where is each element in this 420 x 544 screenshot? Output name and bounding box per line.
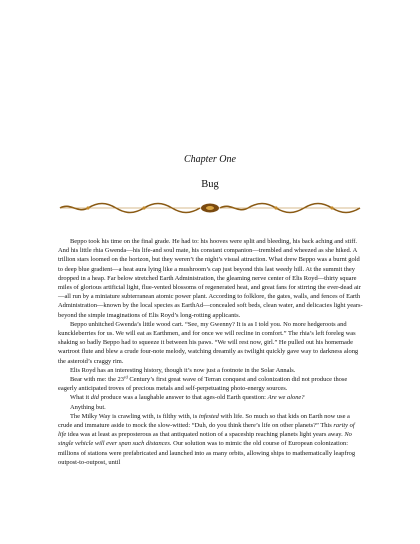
text-run: Beppo unhitched Gwenda’s little wood cart. “See, my Gwenny? It is as I told you. No more hedgeroots and kunckleberries for us. We will eat as Earthmen, and for once we will recline in comfort.” The rhia’s left foreleg was shaking so badly Beppo had to squeeze it between his paws. “We will rest now, girl.” He pulled out his homemade wartroot flute and blew a crude four-note melody, watching dreamily as twilight quickly gave way to darkness along the asteroid’s craggy rim. xyxy=(58,320,359,365)
text-run: with life. So much so that kids on Earth now use a crude and immature aside to mock the slow-witted: “Duh, do you think there’s life on other planets?” This xyxy=(58,412,350,430)
text-run: Our solution was to mimic the old course of European colonization: millions of stations were prefabricated and launched into as many orbits, allowing ships to mathematically leapfrog outpost-to-outpost, until xyxy=(58,440,356,466)
italic-text: did xyxy=(90,394,99,402)
paragraph xyxy=(58,393,364,402)
text-run: Elis Royd has an interesting history, though it’s now just a footnote in the Solar Annals. xyxy=(70,366,296,374)
text-run: produce was a laughable answer to that ages-old Earth question: xyxy=(98,394,268,402)
italic-text: Are we alone? xyxy=(267,394,305,402)
text-run: Century’s first great wave of Terran conquest and colonization did not produce those eagerly anticipated troves of precious metals and self-perpetuating photo-energy sources. xyxy=(58,376,348,393)
paragraph xyxy=(58,375,364,393)
italic-text: infested xyxy=(198,412,219,420)
chapter-label: Chapter One xyxy=(184,154,236,165)
text-run: Bear with me: the 23 xyxy=(70,376,124,384)
text-run: The Milky Way is crawling with, is filthy with, is xyxy=(70,412,199,420)
paragraph xyxy=(58,237,364,320)
paragraph xyxy=(58,412,364,467)
text-run: What it xyxy=(70,394,91,402)
chapter-body xyxy=(58,237,364,467)
ornamental-divider xyxy=(58,202,362,214)
italic-text: rarity of life xyxy=(58,422,355,439)
text-run: Anything but. xyxy=(70,403,106,411)
paragraph xyxy=(58,403,364,412)
text-run: Beppo took his time on the final grade. He had to: his hooves were split and bleeding, his back aching and stiff. And his little rhia Gwenda—his life-and soul mate, his constant companion—trembled and wheezed as she hiked. A trillion stars loomed on the horizon, but they weren’t the night’s visual attraction. What drew Beppo was a burnt gold to deep blue gradient—a heat aura lying like a mushroom’s cap just beyond this last weedy hill. At the summit they dropped in a heap. Far below stretched Earth Administration, the gleaming nerve center of Elis Royd—thirty square miles of glorious artificial light, flue-vented blossoms of regenerated heat, and great fans for stirring the ever-dead air—all run by a miniature subterranean atomic power plant. According to folklore, the gates, walls, and fences of Earth Administration—known by the local species as EarthAd—concealed soft beds, clean water, and delicacies light years-beyond the simple imaginations of Elis Royd’s long-rotting applicants. xyxy=(58,238,363,319)
text-run: idea was at least as preposterous as that antiquated notion of a spaceship reaching planets light years away. xyxy=(66,431,345,439)
superscript-text: rd xyxy=(124,374,128,380)
paragraph xyxy=(58,320,364,366)
chapter-title: Bug xyxy=(201,179,219,190)
italic-text: No single vehicle will ever span such distances. xyxy=(58,431,352,448)
paragraph xyxy=(58,366,364,375)
